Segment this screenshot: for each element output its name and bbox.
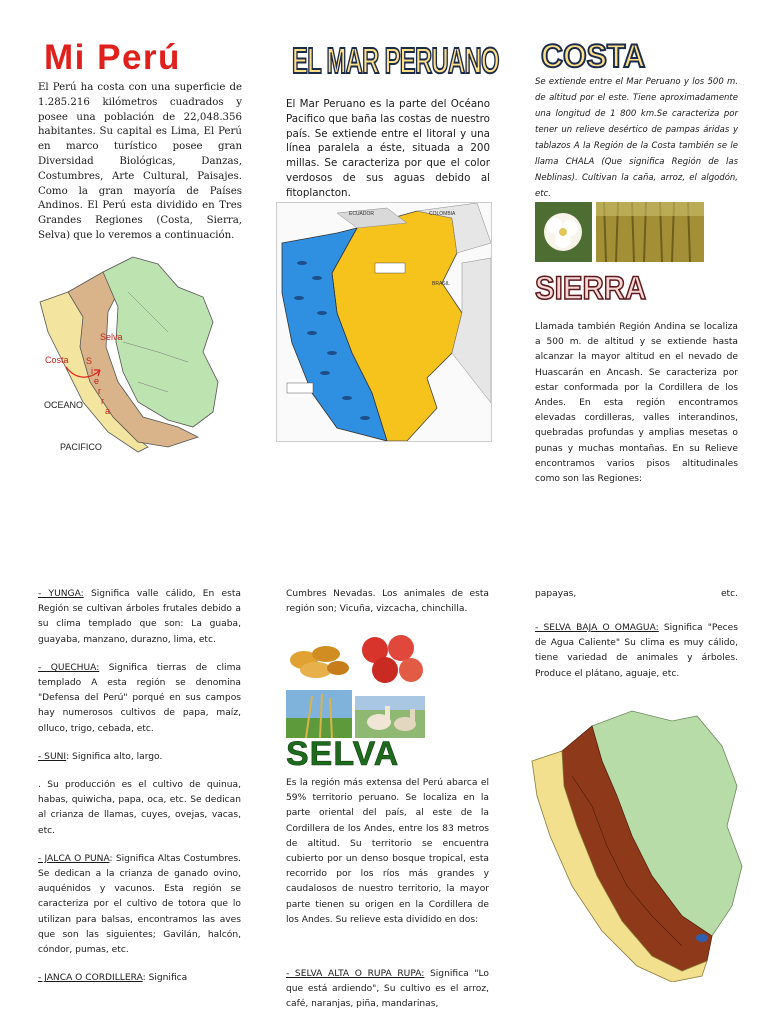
map-label-ecuador: ECUADOR bbox=[349, 211, 375, 217]
mi-peru-title: Mi Perú bbox=[44, 38, 181, 77]
sierra-title: SIERRA bbox=[535, 270, 647, 306]
apples-photo bbox=[355, 628, 425, 684]
papayas-text: papayas, etc. bbox=[535, 589, 738, 599]
alpacas-photo bbox=[355, 696, 425, 738]
selva-map bbox=[522, 706, 754, 982]
map-label-pacifico: PACIFICO bbox=[60, 442, 102, 452]
costa-text: Se extiende entre el Mar Peruano y los 500 m. de altitud por el este. Tiene aproximadamente una longitud de 1 800 km.Se caracteriza por tener un relieve desértico de pampas áridas y tablazos A la Región de la Costa también se le llama CHALA (Que significa Región de las Neblinas). Cultivan la caña, arroz, el algodón, etc. bbox=[535, 77, 738, 199]
map-label-oceano: OCEANO bbox=[44, 400, 84, 410]
peru-regions-map bbox=[28, 252, 258, 457]
col1-text bbox=[38, 587, 241, 986]
wheat-photo bbox=[286, 690, 352, 738]
map-label-sierra-s: S bbox=[86, 356, 93, 366]
sugarcane-photo bbox=[596, 202, 704, 262]
suni-production: . Su producción es el cultivo de quinua, habas, quiwicha, papa, oca, etc. Se dedican al crianza de llamas, cuyes, ovejas, vacas, etc. bbox=[38, 780, 241, 836]
potatoes-photo bbox=[286, 628, 352, 684]
quechua-text: Significa tierras de clima templado A esta región se denomina "Defensa del Perú" porqué en sus campos hay numerosos cultivos de papa, maíz, olluco, trigo, cebada, etc. bbox=[38, 662, 242, 734]
map-label-selva: Selva bbox=[100, 332, 123, 342]
selva-baja-block bbox=[535, 621, 738, 682]
sierra-text: Llamada también Región Andina se localiza a 500 m. de altitud y se extiende hasta alcanzar la mayor altitud en el nevado de Huascarán en Ancash. Se caracteriza por estar conformada por la Cordillera de los Andes. En esta región encontramos elevadas cordilleras, valles interandinos, quebradas profundas y amplias mesetas o punas y muchas montañas. En su Relieve encontramos varios pisos altitudinales como son las Regiones: bbox=[535, 322, 738, 485]
cotton-flower-photo bbox=[535, 202, 592, 262]
mar-peruano-map bbox=[276, 202, 492, 442]
map-label-sierra-i: i bbox=[91, 366, 93, 376]
janca-heading: - JANCA O CORDILLERA bbox=[38, 973, 143, 984]
selva-title: SELVA bbox=[286, 735, 400, 773]
suni-heading: - SUNI bbox=[38, 751, 67, 762]
mar-title: EL MAR PERUANO bbox=[292, 40, 499, 81]
map-label-sierra-a: a bbox=[105, 406, 111, 416]
selva-baja-text: Significa "Peces de Agua Caliente" Su clima es muy cálido, tiene variedad de animales y árboles. Produce el plátano, aguaje, etc. bbox=[535, 623, 738, 679]
cumbres-text: Cumbres Nevadas. Los animales de esta región son; Vicuña, vizcacha, chinchilla. bbox=[286, 589, 489, 615]
janca-text: : Significa bbox=[142, 973, 188, 984]
yunga-text: Significa valle cálido, En esta Región se cultivan árboles frutales debido a su clima templado que son: La guaba, guayaba, manzano, durazno, lima, etc. bbox=[38, 589, 241, 645]
map-label-colombia: COLOMBIA bbox=[429, 211, 456, 217]
selva-baja-heading: - SELVA BAJA O OMAGUA: bbox=[535, 623, 659, 633]
mi-peru-text: El Perú ha costa con una superficie de 1.285.216 kilómetros cuadrados y posee una población de 22,048.356 habitantes. Su capital es Lima, El Perú en marco turístico posee gran Diversidad Biológicas, Danzas, Costumbres, Arte Cultural, Paisajes. Como la gran mayoría de Países Andinos. El Perú esta dividido en Tres Grandes Regiones (Costa, Sierra, Selva) que lo veremos a continuación. bbox=[38, 82, 242, 241]
map-label-sierra-r1: r bbox=[98, 386, 101, 396]
selva-alta-heading: - SELVA ALTA O RUPA RUPA: bbox=[286, 969, 425, 979]
map-label-brasil: BRASIL bbox=[432, 281, 450, 287]
selva-alta-block bbox=[286, 967, 489, 1013]
yunga-heading: - YUNGA: bbox=[38, 589, 84, 599]
selva-text: Es la región más extensa del Perú abarca el 59% territorio peruano. Se localiza en la parte oriental del país, al este de la Cordillera de los Andes, entre los 83 metros de altitud. Su territorio se encuentra cubierto por un denso bosque tropical, esta recorrido por los ríos más grandes y caudalosos de nuestro territorio, la mayor parte tienen su origen en la Cordillera de los Andes. Su relieve esta dividido en dos: bbox=[286, 778, 489, 925]
jalca-text: : Significa Altas Costumbres. Se dedican a la crianza de ganado ovino, auquénidos y vacunos. Esta región se caracteriza por el cultivo de totora que lo utilizan para balsas, encontramos las aves que son las siguientes; Gavilán, halcón, cóndor, pumas, etc. bbox=[38, 853, 241, 956]
map-label-sierra-e: e bbox=[94, 376, 100, 386]
mar-text: El Mar Peruano es la parte del Océano Pacifico que baña las costas de nuestro país. Se extiende entre el litoral y una línea paralela a éste, situada a 200 millas. Se caracteriza por que el color verdosos de sus aguas debido al fitoplancton. bbox=[286, 98, 490, 199]
selva-alta-text: Significa "Lo que está ardiendo", Su cultivo es el arroz, café, naranjas, piña, mandarinas, bbox=[286, 969, 489, 1010]
jalca-heading: - JALCA O PUNA bbox=[38, 853, 110, 864]
suni-text: : Significa alto, largo. bbox=[66, 751, 163, 762]
quechua-heading: - QUECHUA: bbox=[38, 662, 100, 673]
map-label-costa: Costa bbox=[45, 355, 69, 365]
map-label-sierra-r2: r bbox=[101, 396, 104, 406]
costa-title: COSTA bbox=[541, 38, 646, 74]
